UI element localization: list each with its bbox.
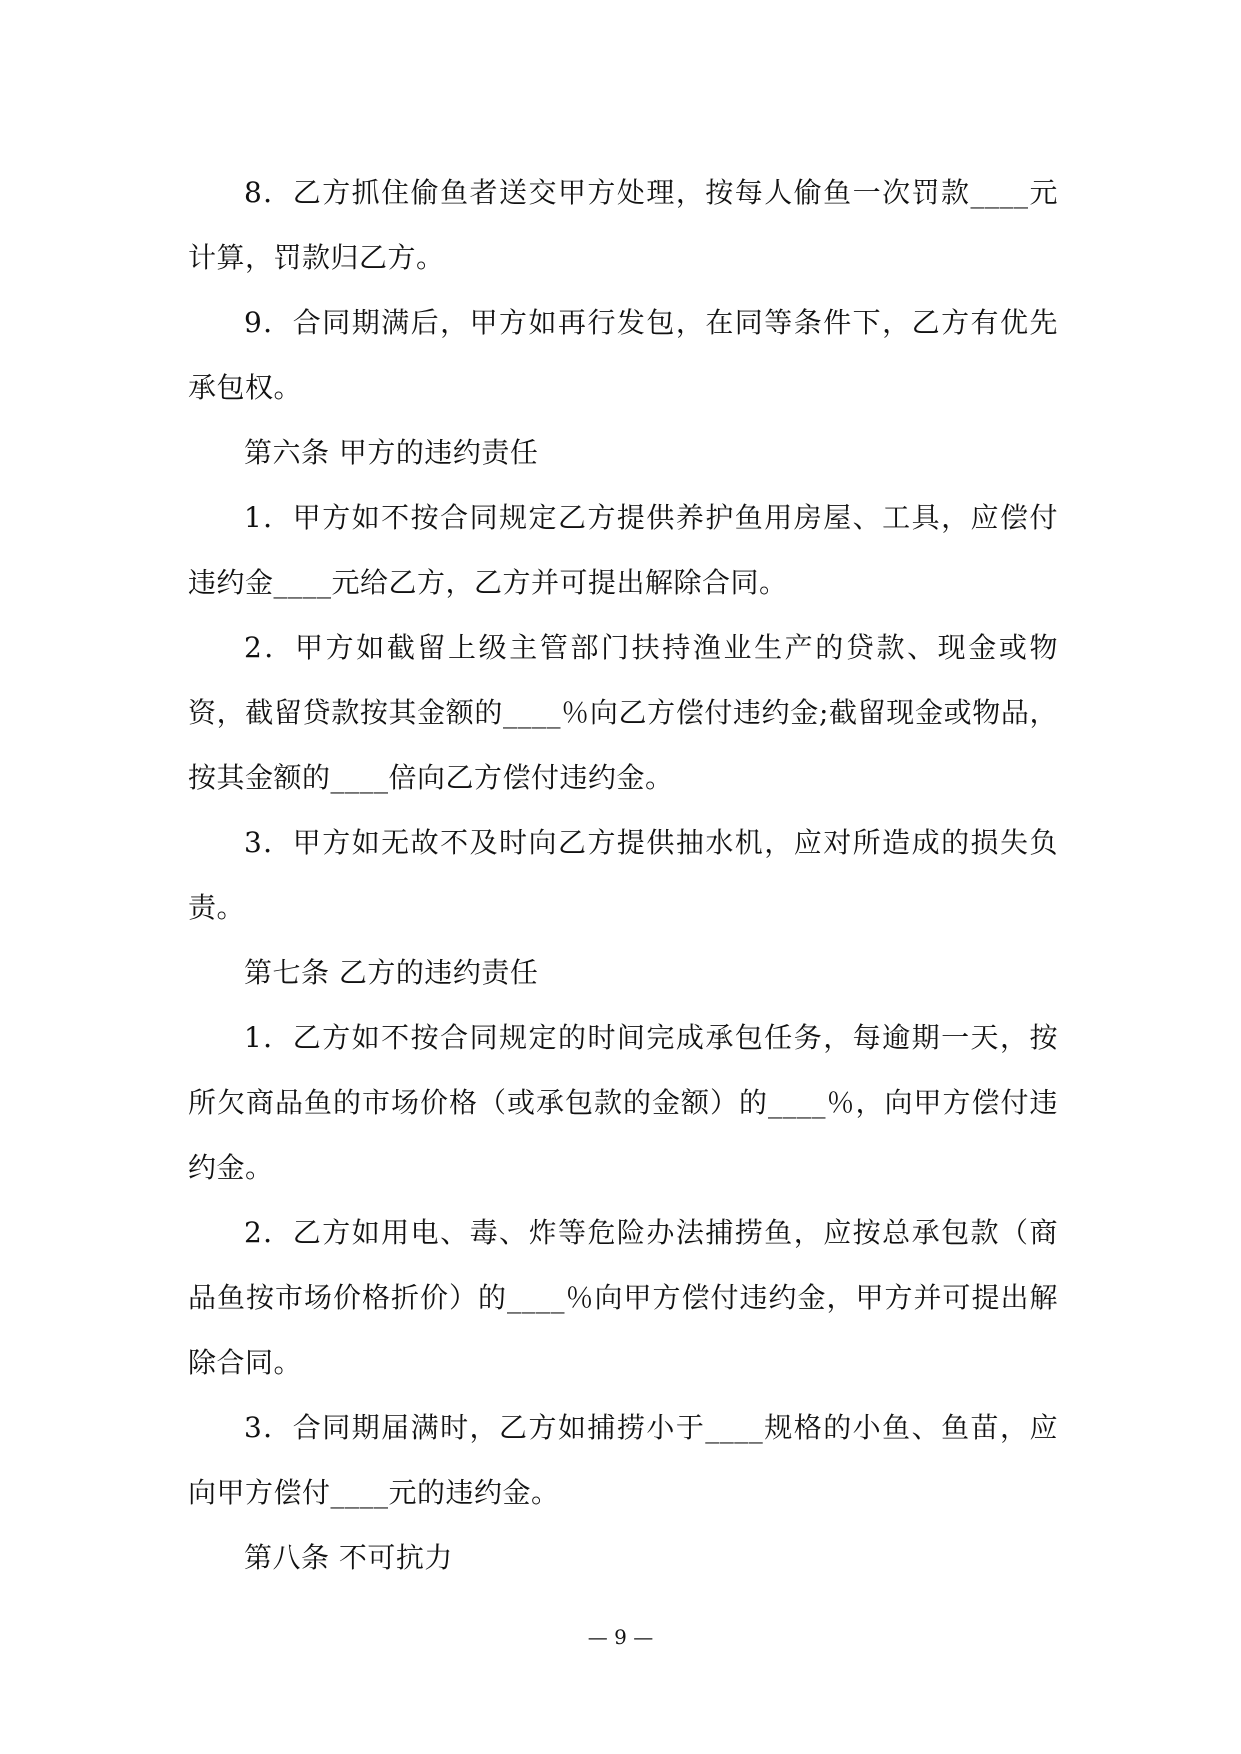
clause-5-item-9: 9．合同期满后，甲方如再行发包，在同等条件下，乙方有优先承包权。 bbox=[188, 306, 1058, 404]
clause-6-item-3: 3．甲方如无故不及时向乙方提供抽水机，应对所造成的损失负责。 bbox=[188, 826, 1058, 924]
clause-7-item-2: 2．乙方如用电、毒、炸等危险办法捕捞鱼，应按总承包款（商品鱼按市场价格折价）的____％向甲方偿付违约金，甲方并可提出解除合同。 bbox=[188, 1216, 1058, 1379]
article-8-heading: 第八条 不可抗力 bbox=[244, 1541, 453, 1574]
article-7-heading: 第七条 乙方的违约责任 bbox=[244, 956, 539, 989]
clause-5-item-8: 8．乙方抓住偷鱼者送交甲方处理，按每人偷鱼一次罚款____元计算，罚款归乙方。 bbox=[188, 176, 1058, 274]
clause-7-item-3: 3．合同期届满时，乙方如捕捞小于____规格的小鱼、鱼苗，应向甲方偿付____元的违约金。 bbox=[188, 1411, 1058, 1509]
document-body bbox=[188, 160, 1058, 1590]
clause-7-item-1: 1．乙方如不按合同规定的时间完成承包任务，每逾期一天，按所欠商品鱼的市场价格（或承包款的金额）的____％，向甲方偿付违约金。 bbox=[188, 1021, 1058, 1184]
article-6-heading: 第六条 甲方的违约责任 bbox=[244, 436, 539, 469]
clause-6-item-1: 1．甲方如不按合同规定乙方提供养护鱼用房屋、工具，应偿付违约金____元给乙方，乙方并可提出解除合同。 bbox=[188, 501, 1058, 599]
clause-6-item-2: 2．甲方如截留上级主管部门扶持渔业生产的贷款、现金或物资，截留贷款按其金额的____％向乙方偿付违约金;截留现金或物品，按其金额的____倍向乙方偿付违约金。 bbox=[188, 631, 1058, 794]
page-number: — 9 — bbox=[587, 1625, 654, 1649]
